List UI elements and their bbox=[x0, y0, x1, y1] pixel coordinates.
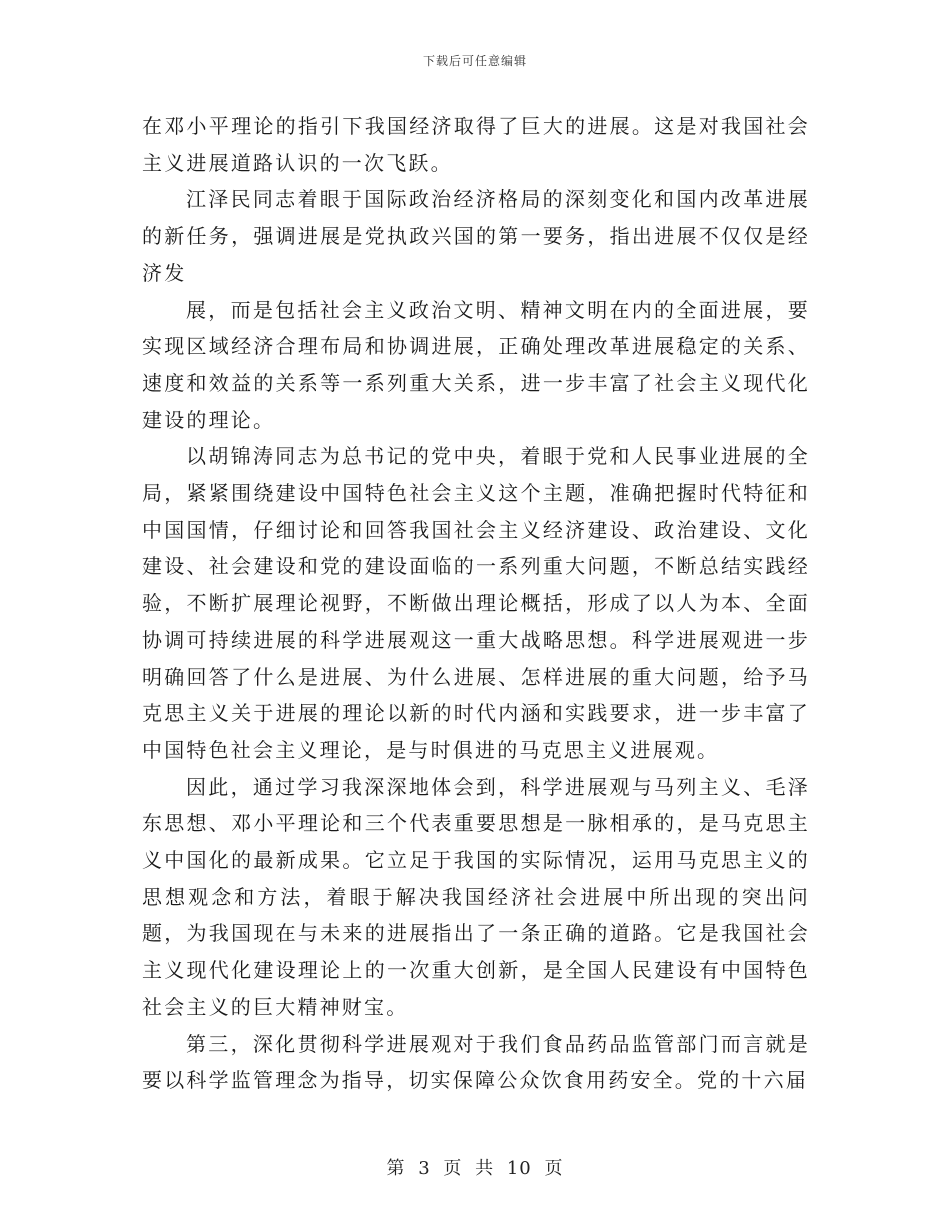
paragraph-5: 因此，通过学习我深深地体会到，科学进展观与马列主义、毛泽东思想、邓小平理论和三个代表重要思想是一脉相承的，是马克思主义中国化的最新成果。它立足于我国的实际情况，运用马克思主义的思想观念和方法，着眼于解决我国经济社会进展中所出现的突出问题，为我国现在与未来的进展指出了一条正确的道路。它是我国社会主义现代化建设理论上的一次重大创新，是全国人民建设有中国特色社会主义的巨大精神财宝。 bbox=[142, 774, 810, 1019]
page-header: 下载后可任意编辑 bbox=[422, 54, 527, 68]
paragraph-1: 在邓小平理论的指引下我国经济取得了巨大的进展。这是对我国社会主义进展道路认识的一次飞跃。 bbox=[142, 114, 810, 175]
paragraph-3: 展，而是包括社会主义政治文明、精神文明在内的全面进展，要实现区域经济合理布局和协调进展，正确处理改革进展稳定的关系、速度和效益的关系等一系列重大关系，进一步丰富了社会主义现代化建设的理论。 bbox=[142, 297, 810, 432]
paragraph-4: 以胡锦涛同志为总书记的党中央，着眼于党和人民事业进展的全局，紧紧围绕建设中国特色社会主义这个主题，准确把握时代特征和中国国情，仔细讨论和回答我国社会主义经济建设、政治建设、文化建设、社会建设和党的建设面临的一系列重大问题，不断总结实践经验，不断扩展理论视野，不断做出理论概括，形成了以人为本、全面协调可持续进展的科学进展观这一重大战略思想。科学进展观进一步明确回答了什么是进展、为什么进展、怎样进展的重大问题，给予马克思主义关于进展的理论以新的时代内涵和实践要求，进一步丰富了中国特色社会主义理论，是与时俱进的马克思主义进展观。 bbox=[142, 444, 810, 762]
paragraph-6: 第三，深化贯彻科学进展观对于我们食品药品监管部门而言就是要以科学监管理念为指导，切实保障公众饮食用药安全。党的十六届 bbox=[142, 1031, 810, 1093]
document-body bbox=[142, 108, 810, 1099]
paragraph-2: 江泽民同志着眼于国际政治经济格局的深刻变化和国内改革进展的新任务，强调进展是党执政兴国的第一要务，指出进展不仅仅是经济发 bbox=[142, 187, 810, 285]
page-number-footer: 第 3 页 共 10 页 bbox=[386, 1158, 564, 1179]
